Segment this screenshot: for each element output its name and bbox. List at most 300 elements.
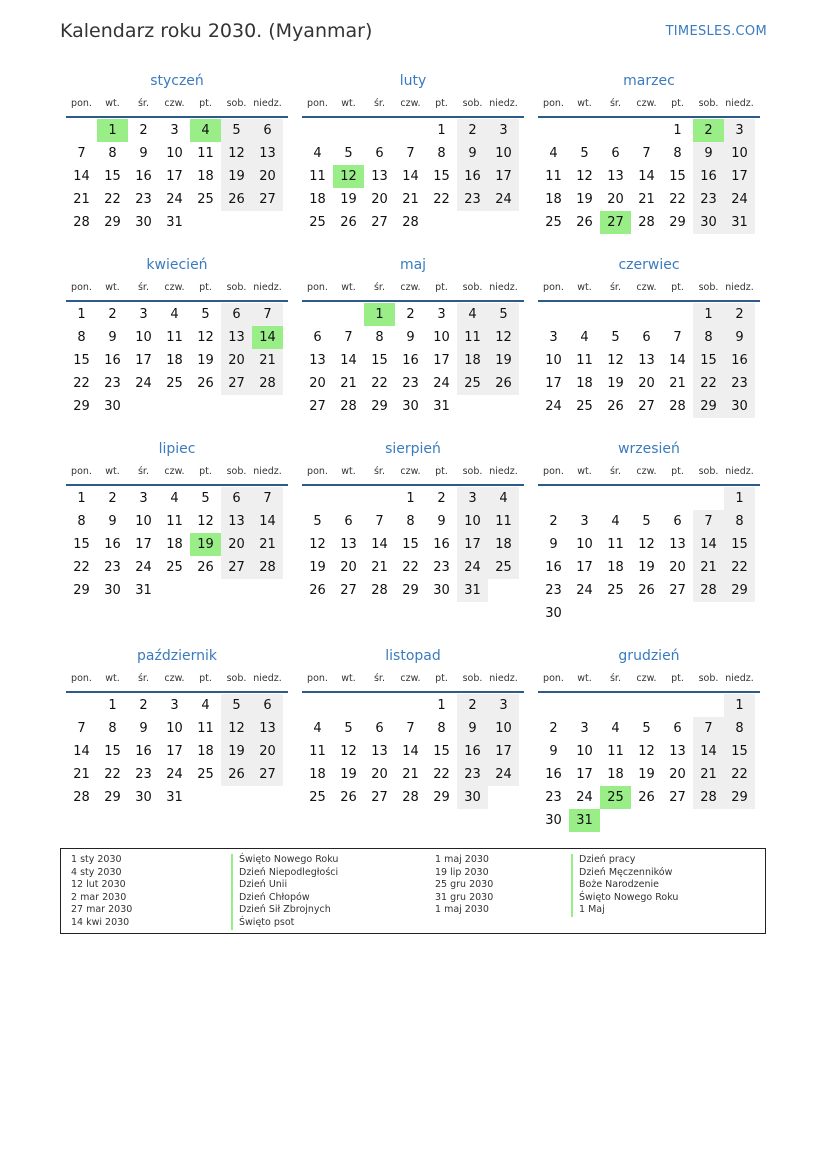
weekday-header <box>302 276 524 302</box>
legend-entry: 31 gru 2030 <box>435 891 494 903</box>
day-cell: 13 <box>221 510 252 533</box>
day-cell: 28 <box>693 786 724 809</box>
day-cell: 23 <box>135 767 152 782</box>
day-cell: 30 <box>433 583 450 598</box>
day-cell: 27 <box>221 372 252 395</box>
month-10 <box>302 645 524 809</box>
day-cell: 24 <box>135 560 152 575</box>
weekday-name: pt. <box>671 673 684 684</box>
day-cell: 4 <box>611 721 620 736</box>
day-cell: 7 <box>406 721 415 736</box>
weekday-name: wt. <box>341 98 356 109</box>
empty-cell <box>600 694 631 717</box>
day-cell: 9 <box>549 537 558 552</box>
weekday-name: pon. <box>543 673 564 684</box>
day-cell: 24 <box>576 790 593 805</box>
month-4 <box>302 254 524 418</box>
day-cell: 12 <box>488 326 519 349</box>
day-cell: 20 <box>607 192 624 207</box>
weekday-name: śr. <box>609 282 621 293</box>
weekday-name: pon. <box>307 673 328 684</box>
day-cell: 23 <box>545 583 562 598</box>
weekday-name: niedz. <box>489 98 518 109</box>
day-cell: 2 <box>108 307 117 322</box>
day-cell: 6 <box>344 514 353 529</box>
weekday-name: niedz. <box>725 282 754 293</box>
weekday-name: wt. <box>105 282 120 293</box>
legend-entry: Dzień Unii <box>231 879 338 892</box>
day-cell: 19 <box>576 192 593 207</box>
day-cell: 31 <box>724 211 755 234</box>
weekday-header <box>538 667 760 693</box>
day-cell: 9 <box>108 330 117 345</box>
legend-entry: 19 lip 2030 <box>435 866 489 878</box>
day-cell: 5 <box>344 721 353 736</box>
day-cell: 28 <box>73 215 90 230</box>
day-cell: 10 <box>135 514 152 529</box>
day-cell: 25 <box>457 372 488 395</box>
day-cell: 10 <box>166 146 183 161</box>
day-grid <box>538 486 760 625</box>
weekday-name: wt. <box>105 98 120 109</box>
weekday-name: wt. <box>577 466 592 477</box>
day-cell: 6 <box>673 514 682 529</box>
day-cell: 17 <box>576 560 593 575</box>
day-cell: 13 <box>252 142 283 165</box>
day-cell: 21 <box>638 192 655 207</box>
weekday-header <box>66 460 288 486</box>
day-cell: 30 <box>104 583 121 598</box>
day-cell: 29 <box>402 583 419 598</box>
holiday-day: 4 <box>190 119 221 142</box>
empty-cell <box>693 694 724 717</box>
day-cell: 28 <box>340 399 357 414</box>
brand-link[interactable]: TIMESLES.COM <box>665 24 767 39</box>
day-cell: 12 <box>309 537 326 552</box>
empty-cell <box>569 487 600 510</box>
weekday-name: pon. <box>543 466 564 477</box>
day-cell: 14 <box>669 353 686 368</box>
day-cell: 29 <box>724 579 755 602</box>
weekday-name: śr. <box>137 98 149 109</box>
day-cell: 30 <box>545 606 562 621</box>
day-cell: 23 <box>104 560 121 575</box>
weekday-name: wt. <box>341 673 356 684</box>
day-cell: 14 <box>638 169 655 184</box>
day-cell: 14 <box>73 169 90 184</box>
empty-cell <box>600 119 631 142</box>
day-cell: 23 <box>433 560 450 575</box>
day-cell: 19 <box>197 353 214 368</box>
day-cell: 4 <box>313 721 322 736</box>
holiday-day: 1 <box>97 119 128 142</box>
day-cell: 6 <box>221 303 252 326</box>
day-cell: 3 <box>580 514 589 529</box>
day-cell: 13 <box>607 169 624 184</box>
day-cell: 19 <box>340 192 357 207</box>
day-cell: 31 <box>166 215 183 230</box>
day-grid <box>66 118 288 234</box>
day-cell: 21 <box>371 560 388 575</box>
weekday-name: pon. <box>307 466 328 477</box>
day-cell: 15 <box>433 744 450 759</box>
empty-cell <box>693 487 724 510</box>
day-cell: 11 <box>576 353 593 368</box>
day-cell: 4 <box>549 146 558 161</box>
weekday-name: czw. <box>164 673 185 684</box>
day-cell: 15 <box>73 537 90 552</box>
day-cell: 24 <box>545 399 562 414</box>
day-cell: 7 <box>375 514 384 529</box>
day-cell: 13 <box>669 744 686 759</box>
day-cell: 22 <box>693 372 724 395</box>
day-cell: 16 <box>457 740 488 763</box>
day-cell: 19 <box>638 767 655 782</box>
empty-cell <box>302 694 333 717</box>
empty-cell <box>662 694 693 717</box>
weekday-name: czw. <box>164 466 185 477</box>
weekday-name: czw. <box>400 98 421 109</box>
month-6 <box>66 438 288 602</box>
day-cell: 8 <box>673 146 682 161</box>
empty-cell <box>364 694 395 717</box>
day-cell: 6 <box>221 487 252 510</box>
legend-entry: Dzień Sił Zbrojnych <box>231 904 338 917</box>
day-cell: 19 <box>309 560 326 575</box>
day-cell: 16 <box>104 353 121 368</box>
day-cell: 3 <box>437 307 446 322</box>
day-cell: 23 <box>457 763 488 786</box>
day-cell: 29 <box>693 395 724 418</box>
weekday-name: pt. <box>435 282 448 293</box>
month-name: sierpień <box>385 441 441 457</box>
day-cell: 1 <box>724 694 755 717</box>
day-cell: 21 <box>693 763 724 786</box>
day-cell: 16 <box>402 353 419 368</box>
day-cell: 12 <box>638 744 655 759</box>
day-cell: 5 <box>221 119 252 142</box>
day-cell: 26 <box>638 583 655 598</box>
day-cell: 9 <box>139 146 148 161</box>
day-cell: 8 <box>77 514 86 529</box>
day-cell: 20 <box>669 767 686 782</box>
weekday-header <box>538 92 760 118</box>
day-cell: 25 <box>309 215 326 230</box>
day-cell: 16 <box>457 165 488 188</box>
day-cell: 24 <box>433 376 450 391</box>
day-cell: 21 <box>252 349 283 372</box>
day-cell: 21 <box>402 767 419 782</box>
day-cell: 26 <box>221 188 252 211</box>
weekday-name: śr. <box>137 466 149 477</box>
day-cell: 12 <box>638 537 655 552</box>
day-cell: 30 <box>724 395 755 418</box>
month-name: grudzień <box>618 648 680 664</box>
day-cell: 12 <box>197 514 214 529</box>
day-cell: 29 <box>104 790 121 805</box>
empty-cell <box>66 119 97 142</box>
day-cell: 25 <box>197 192 214 207</box>
weekday-name: wt. <box>341 282 356 293</box>
day-cell: 11 <box>607 744 624 759</box>
day-cell: 4 <box>170 307 179 322</box>
day-cell: 2 <box>549 514 558 529</box>
legend-entry: Święto Nowego Roku <box>571 892 678 905</box>
day-cell: 24 <box>166 192 183 207</box>
day-grid <box>66 693 288 809</box>
day-cell: 28 <box>669 399 686 414</box>
empty-cell <box>538 487 569 510</box>
legend-entry: Święto psot <box>231 917 338 930</box>
day-cell: 15 <box>693 349 724 372</box>
day-cell: 25 <box>309 790 326 805</box>
day-cell: 12 <box>576 169 593 184</box>
day-cell: 17 <box>545 376 562 391</box>
day-cell: 19 <box>638 560 655 575</box>
weekday-name: śr. <box>373 98 385 109</box>
weekday-name: śr. <box>609 98 621 109</box>
day-cell: 8 <box>108 721 117 736</box>
weekday-name: sob. <box>226 466 247 477</box>
day-cell: 12 <box>221 142 252 165</box>
empty-cell <box>662 487 693 510</box>
day-grid <box>302 302 524 418</box>
day-cell: 11 <box>197 721 214 736</box>
day-cell: 17 <box>488 165 519 188</box>
day-cell: 16 <box>433 537 450 552</box>
day-cell: 18 <box>309 767 326 782</box>
day-cell: 5 <box>580 146 589 161</box>
legend-dates-col2 <box>435 854 493 917</box>
holiday-day: 27 <box>600 211 631 234</box>
day-cell: 16 <box>135 169 152 184</box>
day-grid <box>302 693 524 809</box>
day-cell: 18 <box>166 353 183 368</box>
holiday-day: 2 <box>693 119 724 142</box>
legend-names-col1 <box>231 854 338 930</box>
day-cell: 13 <box>638 353 655 368</box>
day-cell: 3 <box>580 721 589 736</box>
day-cell: 13 <box>371 169 388 184</box>
legend-entry: 1 maj 2030 <box>435 904 489 916</box>
day-cell: 28 <box>693 579 724 602</box>
day-cell: 24 <box>488 763 519 786</box>
day-cell: 26 <box>309 583 326 598</box>
legend-entry: 1 Maj <box>571 904 678 917</box>
day-cell: 7 <box>77 721 86 736</box>
day-cell: 31 <box>135 583 152 598</box>
month-name: kwiecień <box>146 257 208 273</box>
day-cell: 15 <box>433 169 450 184</box>
day-cell: 11 <box>309 744 326 759</box>
day-cell: 27 <box>221 556 252 579</box>
day-cell: 18 <box>197 744 214 759</box>
day-cell: 27 <box>669 583 686 598</box>
day-cell: 21 <box>340 376 357 391</box>
day-cell: 30 <box>457 786 488 809</box>
day-cell: 19 <box>488 349 519 372</box>
day-cell: 24 <box>135 376 152 391</box>
day-cell: 6 <box>252 694 283 717</box>
day-cell: 2 <box>724 303 755 326</box>
weekday-name: sob. <box>226 673 247 684</box>
weekday-name: sob. <box>698 98 719 109</box>
empty-cell <box>600 487 631 510</box>
day-cell: 3 <box>488 119 519 142</box>
weekday-name: pt. <box>671 282 684 293</box>
day-cell: 2 <box>437 491 446 506</box>
day-cell: 1 <box>724 487 755 510</box>
day-cell: 11 <box>457 326 488 349</box>
day-cell: 28 <box>252 372 283 395</box>
day-cell: 7 <box>406 146 415 161</box>
empty-cell <box>333 303 364 326</box>
day-cell: 27 <box>638 399 655 414</box>
empty-cell <box>569 694 600 717</box>
day-cell: 18 <box>457 349 488 372</box>
day-cell: 1 <box>77 491 86 506</box>
month-5 <box>538 254 760 418</box>
day-cell: 23 <box>135 192 152 207</box>
day-cell: 20 <box>669 560 686 575</box>
day-cell: 15 <box>73 353 90 368</box>
day-cell: 17 <box>488 740 519 763</box>
day-cell: 3 <box>724 119 755 142</box>
month-name: lipiec <box>158 441 196 457</box>
weekday-name: pt. <box>199 98 212 109</box>
day-cell: 20 <box>252 740 283 763</box>
day-cell: 20 <box>309 376 326 391</box>
day-cell: 16 <box>545 560 562 575</box>
day-cell: 25 <box>488 556 519 579</box>
day-cell: 14 <box>73 744 90 759</box>
legend-names-col2 <box>571 854 678 917</box>
weekday-header <box>66 92 288 118</box>
weekday-name: niedz. <box>253 98 282 109</box>
day-cell: 10 <box>576 537 593 552</box>
day-grid <box>66 486 288 602</box>
day-cell: 7 <box>693 717 724 740</box>
day-grid <box>538 693 760 832</box>
empty-cell <box>333 487 364 510</box>
day-cell: 3 <box>457 487 488 510</box>
day-cell: 1 <box>673 123 682 138</box>
empty-cell <box>302 487 333 510</box>
day-cell: 11 <box>545 169 562 184</box>
empty-cell <box>395 694 426 717</box>
day-cell: 15 <box>402 537 419 552</box>
day-cell: 9 <box>108 514 117 529</box>
weekday-header <box>302 667 524 693</box>
day-cell: 22 <box>104 767 121 782</box>
day-cell: 26 <box>607 399 624 414</box>
legend-entry: 4 sty 2030 <box>71 866 122 878</box>
month-name: czerwiec <box>618 257 680 273</box>
weekday-name: pon. <box>71 98 92 109</box>
empty-cell <box>333 119 364 142</box>
day-cell: 11 <box>166 514 183 529</box>
day-cell: 30 <box>402 399 419 414</box>
day-cell: 10 <box>576 744 593 759</box>
weekday-name: niedz. <box>253 282 282 293</box>
day-cell: 20 <box>252 165 283 188</box>
day-cell: 31 <box>166 790 183 805</box>
day-cell: 23 <box>104 376 121 391</box>
month-name: listopad <box>385 648 441 664</box>
month-name: maj <box>399 257 427 273</box>
day-cell: 27 <box>309 399 326 414</box>
day-cell: 18 <box>607 560 624 575</box>
month-name: styczeń <box>150 73 204 89</box>
day-cell: 8 <box>437 146 446 161</box>
day-cell: 4 <box>488 487 519 510</box>
weekday-name: sob. <box>698 466 719 477</box>
day-cell: 22 <box>371 376 388 391</box>
day-cell: 15 <box>724 533 755 556</box>
day-cell: 3 <box>549 330 558 345</box>
weekday-name: śr. <box>373 673 385 684</box>
weekday-name: sob. <box>698 673 719 684</box>
day-cell: 15 <box>669 169 686 184</box>
day-cell: 22 <box>724 763 755 786</box>
day-cell: 18 <box>576 376 593 391</box>
weekday-name: śr. <box>373 466 385 477</box>
weekday-name: pon. <box>307 282 328 293</box>
month-name: luty <box>399 73 427 89</box>
day-cell: 6 <box>375 721 384 736</box>
day-cell: 5 <box>642 514 651 529</box>
day-cell: 14 <box>402 744 419 759</box>
weekday-name: pt. <box>199 466 212 477</box>
day-cell: 22 <box>433 767 450 782</box>
day-grid <box>302 486 524 602</box>
empty-cell <box>538 303 569 326</box>
weekday-name: czw. <box>636 673 657 684</box>
day-cell: 25 <box>545 215 562 230</box>
holiday-day: 12 <box>333 165 364 188</box>
day-cell: 6 <box>313 330 322 345</box>
day-cell: 27 <box>340 583 357 598</box>
day-cell: 11 <box>309 169 326 184</box>
day-cell: 9 <box>437 514 446 529</box>
day-cell: 24 <box>457 556 488 579</box>
day-cell: 29 <box>371 399 388 414</box>
day-cell: 26 <box>197 560 214 575</box>
weekday-name: niedz. <box>253 466 282 477</box>
day-grid <box>538 302 760 418</box>
weekday-name: sob. <box>698 282 719 293</box>
day-cell: 13 <box>371 744 388 759</box>
page-title: Kalendarz roku 2030. (Myanmar) <box>60 20 373 42</box>
day-cell: 28 <box>638 215 655 230</box>
day-cell: 30 <box>545 813 562 828</box>
day-cell: 13 <box>221 326 252 349</box>
month-name: wrzesień <box>618 441 680 457</box>
day-cell: 15 <box>724 740 755 763</box>
weekday-name: wt. <box>577 673 592 684</box>
day-cell: 26 <box>488 372 519 395</box>
empty-cell <box>631 694 662 717</box>
month-1 <box>302 70 524 234</box>
empty-cell <box>631 119 662 142</box>
holiday-day: 19 <box>190 533 221 556</box>
day-cell: 29 <box>73 583 90 598</box>
day-cell: 20 <box>221 349 252 372</box>
weekday-name: śr. <box>137 673 149 684</box>
day-cell: 1 <box>406 491 415 506</box>
weekday-name: pt. <box>671 466 684 477</box>
weekday-name: pt. <box>671 98 684 109</box>
